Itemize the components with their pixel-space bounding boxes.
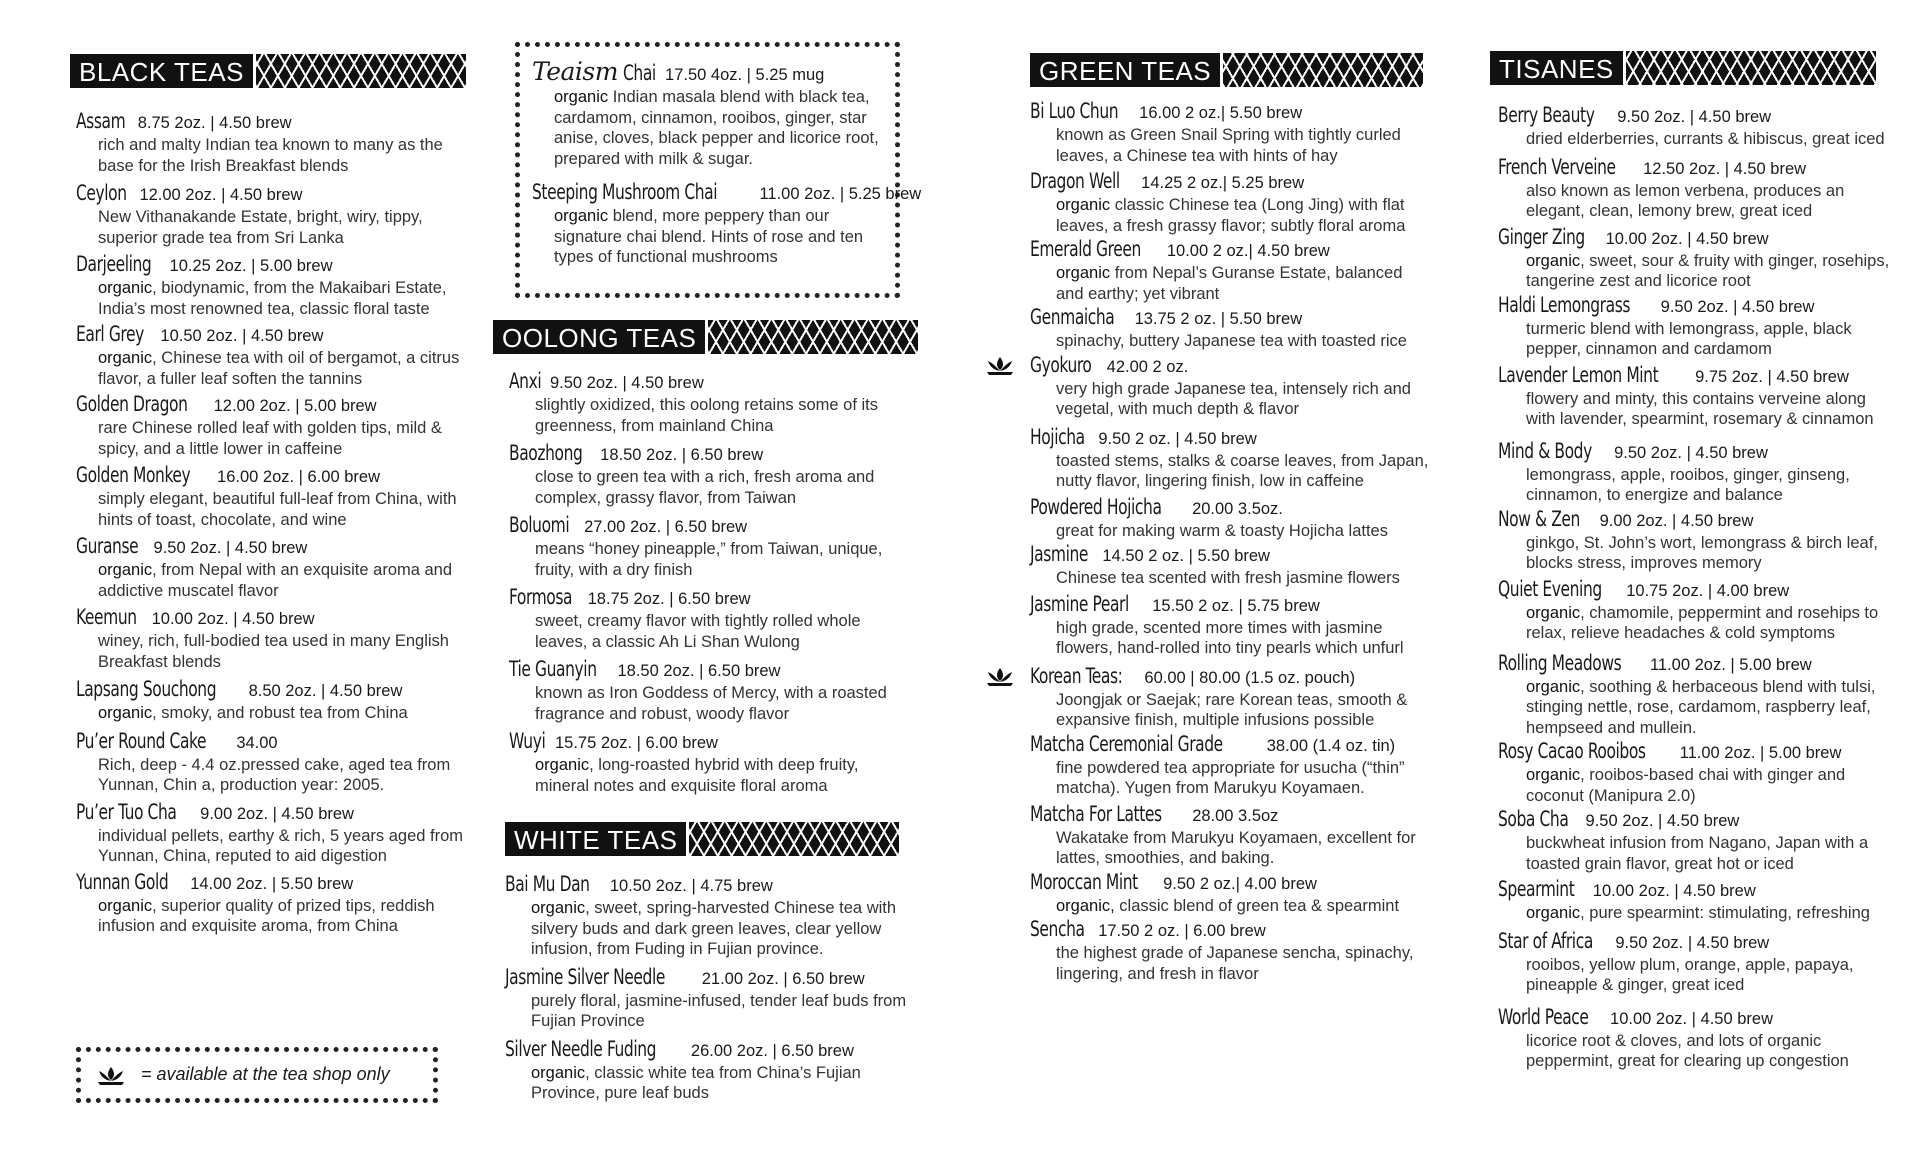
item-description (1030, 521, 1430, 542)
item-price: 9.50 2oz. | 4.50 brew (549, 374, 704, 392)
item-name: Pu’er Round Cake (76, 728, 207, 753)
menu-item (1498, 440, 1893, 506)
item-price: 10.75 2oz. | 4.00 brew (1626, 581, 1790, 600)
item-name: Silver Needle Fuding (505, 1036, 657, 1061)
green-teas-list (1030, 100, 1430, 984)
menu-item (505, 873, 915, 960)
description-text: means “honey pineapple,” from Taiwan, unique, fruity, with a dry finish (535, 540, 883, 579)
description-text: New Vithanakande Estate, bright, wiry, tippy, superior grade tea from Sri Lanka (98, 208, 423, 247)
menu-item (1030, 238, 1430, 304)
item-name: Keemun (76, 605, 137, 629)
item-name: Assam (76, 109, 126, 133)
description-text: simply elegant, beautiful full-leaf from China, with hints of toast, chocolate, and wine (98, 490, 457, 529)
description-text: known as Iron Goddess of Mercy, with a roasted fragrance and robust, woody flavor (535, 684, 887, 723)
item-name: Anxi (509, 369, 542, 393)
black-teas-banner (70, 54, 466, 88)
menu-item (76, 253, 471, 319)
item-description (509, 755, 909, 796)
item-name: Golden Dragon (76, 392, 188, 416)
item-name: Ceylon (76, 181, 127, 205)
item-description (76, 489, 471, 530)
item-name: Bai Mu Dan (505, 872, 590, 896)
item-description: organic Indian masala blend with black tea, cardamom, cinnamon, rooibos, ginger, star anise, cloves, black pepper and licorice root, prepared with milk & sugar. (554, 88, 879, 168)
description-text: Chinese tea scented with fresh jasmine flowers (1056, 569, 1400, 587)
item-description (76, 135, 471, 176)
item-description (509, 611, 909, 652)
organic-label: organic (1526, 603, 1581, 622)
menu-item (76, 182, 471, 248)
item-name: Haldi Lemongrass (1498, 292, 1631, 317)
item-description (509, 467, 909, 508)
item-price: 38.00 (1.4 oz. tin) (1266, 736, 1396, 755)
description-text: also known as lemon verbena, produces an elegant, clean, lemony brew, great iced (1526, 181, 1845, 220)
menu-item (1498, 364, 1893, 430)
description-text: Rich, deep - 4.4 oz.pressed cake, aged tea from Yunnan, Chin a, production year: 2005. (98, 755, 451, 794)
item-price: 11.00 2oz. | 5.00 brew (1679, 744, 1842, 762)
item-description (1030, 568, 1430, 589)
item-price: 15.50 2 oz. | 5.75 brew (1152, 596, 1320, 615)
description-text: , pure spearmint: stimulating, refreshing (1580, 904, 1870, 922)
decorative-pattern (705, 320, 918, 354)
menu-item (76, 678, 471, 724)
item-price: 9.50 2oz. | 4.50 brew (1614, 443, 1768, 462)
item-price: 13.75 2 oz. | 5.50 brew (1134, 310, 1303, 328)
item-description (1030, 331, 1430, 352)
menu-item (509, 370, 909, 436)
description-text: flowery and minty, this contains verveine along with lavender, spearmint, rosemary & cinnamon (1526, 389, 1874, 428)
item-price: 17.50 2 oz. | 6.00 brew (1098, 922, 1266, 940)
organic-label: organic (1526, 251, 1581, 270)
item-name: Soba Cha (1498, 807, 1569, 831)
item-price: 9.50 2 oz.| 4.00 brew (1163, 874, 1317, 893)
menu-item (1498, 878, 1893, 924)
menu-item (1498, 156, 1893, 222)
description-text: buckwheat infusion from Nagano, Japan with a toasted grain flavor, great hot or iced (1526, 834, 1869, 873)
item-name: Earl Grey (76, 322, 144, 346)
item-price: 8.50 2oz. | 4.50 brew (248, 682, 403, 700)
item-price: 9.75 2oz. | 4.50 brew (1695, 367, 1849, 386)
menu-item (1030, 170, 1430, 236)
item-name: Rolling Meadows (1498, 650, 1622, 675)
organic-label: organic (1526, 677, 1581, 696)
organic-label: organic (531, 899, 586, 917)
item-name: Genmaicha (1030, 305, 1115, 329)
item-price: 21.00 2oz. | 6.50 brew (701, 969, 865, 988)
description-text: , sweet, spring-harvested Chinese tea with silvery buds and dark green leaves, clear yellow infusion, from Fuding in Fujian province. (531, 899, 897, 958)
menu-item (1498, 226, 1893, 292)
item-description (1498, 181, 1893, 222)
item-description (76, 896, 471, 937)
description-text: , biodynamic, from the Makaibari Estate, India’s most renowned tea, classic floral taste (98, 279, 447, 318)
organic-label: organic (531, 1063, 586, 1082)
item-price: 9.50 2oz. | 4.50 brew (153, 539, 308, 557)
item-price: 60.00 | 80.00 (1.5 oz. pouch) (1144, 668, 1356, 687)
description-text: , sweet, sour & fruity with ginger, rosehips, tangerine zest and licorice root (1526, 251, 1890, 290)
item-description (76, 348, 471, 389)
menu-item (76, 730, 471, 796)
item-name: Star of Africa (1498, 928, 1593, 953)
item-price: 11.00 2oz. | 5.25 brew (759, 185, 922, 203)
menu-item (1498, 508, 1893, 574)
menu-item (1030, 354, 1430, 420)
item-price: 18.50 2oz. | 6.50 brew (600, 446, 764, 464)
menu-item (76, 606, 471, 672)
section-title: GREEN TEAS (1030, 53, 1220, 87)
legend-text: = available at the tea shop only (141, 1064, 390, 1084)
description-text: individual pellets, earthy & rich, 5 years aged from Yunnan, China, reputed to aid digestion (98, 826, 464, 865)
item-name: Jasmine Pearl (1030, 591, 1129, 616)
item-price: 17.50 4oz. | 5.25 mug (665, 66, 825, 84)
tisanes-banner (1490, 51, 1876, 85)
item-name: French Verveine (1498, 154, 1616, 179)
item-description (1030, 125, 1430, 166)
item-price: 9.00 2oz. | 4.50 brew (200, 804, 354, 823)
item-name: Guranse (76, 534, 139, 558)
menu-item (1030, 426, 1430, 492)
organic-label: organic, (1056, 896, 1115, 915)
decorative-pattern (1623, 51, 1876, 85)
item-name: Now & Zen (1498, 506, 1580, 531)
menu-item (505, 966, 915, 1032)
item-price: 9.50 2 oz. | 4.50 brew (1098, 429, 1257, 448)
description-text: , Chinese tea with oil of bergamot, a citrus flavor, a fuller leaf soften the tannins (98, 349, 460, 388)
item-name: Lapsang Souchong (76, 677, 217, 701)
description-text: Wakatake from Marukyu Koyamaen, excellent for lattes, smoothies, and baking. (1056, 828, 1416, 867)
item-description (509, 395, 909, 436)
item-name: Korean Teas: (1030, 663, 1123, 688)
item-description (1498, 129, 1893, 150)
menu-item (1030, 496, 1430, 542)
organic-label: organic (98, 704, 153, 722)
section-title: BLACK TEAS (70, 54, 253, 88)
item-description (1030, 828, 1430, 869)
item-description (76, 631, 471, 672)
item-description (505, 1063, 915, 1104)
menu-item (76, 871, 471, 937)
description-text: lemongrass, apple, rooibos, ginger, ginseng, cinnamon, to energize and balance (1526, 465, 1850, 504)
item-name: Mind & Body (1498, 438, 1592, 463)
description-text: rare Chinese rolled leaf with golden tips, mild & spicy, and a little lower in caffeine (98, 419, 442, 458)
organic-label: organic (98, 349, 153, 367)
item-description (1498, 319, 1893, 360)
white-teas-list (505, 873, 915, 1104)
menu-item (1498, 930, 1893, 996)
chai-item (532, 180, 922, 268)
menu-item (1030, 665, 1430, 731)
organic-label: organic (98, 896, 153, 915)
item-name: Jasmine Silver Needle (505, 964, 665, 989)
item-name: Rosy Cacao Rooibos (1498, 739, 1646, 763)
description-text: from Nepal’s Guranse Estate, balanced and earthy; yet vibrant (1056, 264, 1403, 303)
item-name: Ginger Zing (1498, 224, 1585, 249)
item-description (1030, 379, 1430, 420)
item-price: 34.00 (236, 733, 278, 752)
chai-box (515, 42, 922, 298)
item-name: Berry Beauty (1498, 103, 1595, 127)
item-price: 26.00 2oz. | 6.50 brew (690, 1041, 854, 1060)
item-name: Hojicha (1030, 424, 1085, 449)
oolong-teas-banner (493, 320, 918, 354)
description-text: close to green tea with a rich, fresh aroma and complex, grassy flavor, from Taiwan (535, 468, 875, 507)
item-name: Formosa (509, 585, 573, 609)
item-price: 42.00 2 oz. (1106, 357, 1189, 376)
menu-item (76, 323, 471, 389)
description-text: , smoky, and robust tea from China (152, 704, 408, 722)
menu-item (1030, 100, 1430, 166)
menu-item (509, 730, 909, 796)
item-description (1498, 833, 1893, 874)
item-name: Jasmine (1030, 542, 1089, 566)
menu-item (509, 586, 909, 652)
menu-item (1498, 652, 1893, 739)
item-price: 10.00 2oz. | 4.50 brew (151, 610, 315, 628)
description-text: known as Green Snail Spring with tightly curled leaves, a Chinese tea with hints of hay (1056, 126, 1401, 165)
item-description (1498, 533, 1893, 574)
item-description (1498, 603, 1893, 644)
description-text: classic Chinese tea (Long Jing) with flat leaves, a fresh grassy flavor; subtly floral aroma (1056, 196, 1406, 235)
item-name: Spearmint (1498, 877, 1575, 901)
item-price: 14.25 2 oz.| 5.25 brew (1141, 174, 1305, 192)
item-description (1030, 943, 1430, 984)
chai-list (532, 57, 922, 268)
item-description (1030, 896, 1430, 917)
item-name: Pu’er Tuo Cha (76, 799, 177, 824)
item-name: Tie Guanyin (509, 657, 597, 681)
menu-item (509, 442, 909, 508)
menu-item (509, 514, 909, 580)
oolong-teas-list (509, 370, 909, 796)
chai-item (532, 57, 892, 169)
black-teas-list (76, 110, 471, 937)
item-price: 8.75 2oz. | 4.50 brew (137, 114, 292, 132)
description-text: great for making warm & toasty Hojicha lattes (1056, 521, 1388, 540)
menu-item (76, 464, 471, 530)
item-description (1030, 451, 1430, 492)
menu-item (1030, 918, 1430, 984)
description-text: , rooibos-based chai with ginger and coconut (Manipura 2.0) (1526, 766, 1846, 805)
decorative-pattern (686, 822, 899, 856)
item-name: Sencha (1030, 917, 1085, 941)
item-name: Powdered Hojicha (1030, 494, 1162, 519)
lotus-icon (984, 354, 1016, 376)
tisanes-list (1498, 104, 1893, 1072)
item-description (76, 703, 471, 724)
menu-item (1498, 294, 1893, 360)
item-price: 20.00 3.5oz. (1192, 499, 1283, 518)
white-teas-banner (505, 822, 899, 856)
organic-label: organic (554, 207, 609, 225)
menu-item (1498, 740, 1893, 806)
item-description (76, 755, 471, 796)
description-text: , from Nepal with an exquisite aroma and addictive muscatel flavor (98, 561, 453, 600)
description-text: licorice root & cloves, and lots of organic peppermint, great for clearing up congestion (1526, 1031, 1849, 1070)
menu-item (1030, 593, 1430, 659)
item-description (1030, 758, 1430, 799)
item-price: 10.00 2 oz.| 4.50 brew (1166, 242, 1330, 260)
item-name: World Peace (1498, 1004, 1589, 1029)
description-text: very high grade Japanese tea, intensely rich and vegetal, with much depth & flavor (1056, 379, 1411, 418)
description-text: , superior quality of prized tips, reddish infusion and exquisite aroma, from China (98, 896, 435, 935)
item-description (76, 560, 471, 601)
item-description (1030, 618, 1430, 659)
lotus-icon (984, 665, 1016, 687)
item-description (509, 683, 909, 724)
item-price: 9.50 2oz. | 4.50 brew (1585, 812, 1740, 830)
item-name: Yunnan Gold (76, 869, 169, 894)
description-text: toasted stems, stalks & coarse leaves, from Japan, nutty flavor, lingering finish, low in caffeine (1056, 451, 1429, 490)
description-text: , classic white tea from China’s Fujian Province, pure leaf buds (531, 1063, 861, 1102)
item-price: 27.00 2oz. | 6.50 brew (584, 518, 748, 536)
item-description (1498, 251, 1893, 292)
organic-label: organic (1056, 264, 1111, 282)
menu-item (1498, 104, 1893, 150)
item-name: Dragon Well (1030, 169, 1120, 193)
item-price: 10.25 2oz. | 5.00 brew (169, 257, 333, 275)
item-description (1498, 677, 1893, 739)
menu-item (76, 801, 471, 867)
item-price: 10.00 2oz. | 4.50 brew (1610, 1009, 1774, 1028)
menu-item (509, 658, 909, 724)
green-teas-banner (1030, 53, 1423, 87)
item-price: 9.50 2oz. | 4.50 brew (1617, 108, 1772, 126)
item-name: Golden Monkey (76, 463, 191, 487)
item-price: 9.50 2oz. | 4.50 brew (1660, 297, 1815, 316)
item-description (1030, 195, 1430, 236)
item-description (1498, 389, 1893, 430)
item-description (509, 539, 909, 580)
organic-label: organic (1526, 766, 1581, 784)
description-text: rich and malty Indian tea known to many as the base for the Irish Breakfast blends (98, 136, 443, 175)
description-text: turmeric blend with lemongrass, apple, black pepper, cinnamon and cardamom (1526, 319, 1852, 358)
item-description (1030, 263, 1430, 304)
item-name: Matcha For Lattes (1030, 801, 1162, 826)
item-price: 16.00 2 oz.| 5.50 brew (1139, 104, 1303, 122)
item-name: Gyokuro (1030, 352, 1092, 377)
decorative-pattern (1220, 53, 1423, 87)
teaism-brand: Teaism (532, 57, 618, 86)
item-price: 11.00 2oz. | 5.00 brew (1649, 655, 1812, 674)
menu-item (1030, 871, 1430, 917)
item-price: 10.00 2oz. | 4.50 brew (1605, 229, 1769, 248)
menu-item (76, 535, 471, 601)
item-name: Darjeeling (76, 252, 152, 276)
item-name: Wuyi (509, 729, 546, 753)
section-title: TISANES (1490, 51, 1623, 85)
item-price: 18.50 2oz. | 6.50 brew (617, 662, 781, 680)
item-name: Emerald Green (1030, 237, 1141, 261)
item-name: Bi Luo Chun (1030, 99, 1119, 123)
item-description (1498, 465, 1893, 506)
description-text: slightly oxidized, this oolong retains some of its greenness, from mainland China (535, 396, 879, 435)
description-text: classic blend of green tea & spearmint (1114, 896, 1400, 915)
item-description (76, 278, 471, 319)
menu-item (505, 1038, 915, 1104)
item-name: Baozhong (509, 441, 583, 465)
item-description (1030, 690, 1430, 731)
section-title: OOLONG TEAS (493, 320, 705, 354)
item-price: 9.00 2oz. | 4.50 brew (1599, 511, 1754, 530)
item-price: 14.00 2oz. | 5.50 brew (190, 874, 354, 893)
menu-item (76, 110, 471, 176)
organic-label: organic (98, 561, 153, 579)
item-description: organic blend, more peppery than our signature chai blend. Hints of rose and ten types of functional mushrooms (554, 207, 864, 266)
item-price: 12.00 2oz. | 5.00 brew (213, 397, 377, 415)
description-text: dried elderberries, currants & hibiscus, great iced (1526, 130, 1885, 148)
description-text: ginkgo, St. John’s wort, lemongrass & birch leaf, blocks stress, improves memory (1526, 533, 1878, 572)
item-price: 9.50 2oz. | 4.50 brew (1615, 933, 1770, 952)
item-description (1498, 765, 1893, 806)
item-price: 10.50 2oz. | 4.75 brew (609, 877, 773, 895)
menu-item (1030, 543, 1430, 589)
item-description (76, 418, 471, 459)
decorative-pattern (253, 54, 466, 88)
item-description (505, 898, 915, 960)
legend-box (76, 1047, 438, 1103)
description-text: winey, rich, full-bodied tea used in many English Breakfast blends (98, 632, 449, 671)
description-text: the highest grade of Japanese sencha, spinachy, lingering, and fresh in flavor (1056, 944, 1414, 983)
item-price: 12.50 2oz. | 4.50 brew (1643, 159, 1807, 178)
section-title: WHITE TEAS (505, 822, 686, 856)
description-text: purely floral, jasmine-infused, tender leaf buds from Fujian Province (531, 991, 907, 1030)
lotus-icon (95, 1064, 127, 1086)
item-price: 10.00 2oz. | 4.50 brew (1592, 882, 1756, 900)
item-description (1498, 1031, 1893, 1072)
item-name: Moroccan Mint (1030, 869, 1138, 894)
item-name: Matcha Ceremonial Grade (1030, 731, 1223, 756)
description-text: , long-roasted hybrid with deep fruity, mineral notes and exquisite floral aroma (535, 756, 859, 795)
organic-label: organic (1526, 904, 1581, 922)
menu-item (1498, 1006, 1893, 1072)
description-text: , chamomile, peppermint and rosehips to relax, relieve headaches & cold symptoms (1526, 603, 1879, 642)
description-text: , soothing & herbaceous blend with tulsi, stinging nettle, rose, cardamom, raspberry leaf, hempseed and mullein. (1526, 677, 1876, 737)
item-price: 28.00 3.5oz (1192, 806, 1279, 825)
organic-label: organic (98, 279, 153, 297)
item-name: Chai (623, 61, 657, 85)
description-text: fine powdered tea appropriate for usucha (“thin” matcha). Yugen from Marukyu Koyamaen. (1056, 758, 1405, 797)
item-price: 10.50 2oz. | 4.50 brew (160, 327, 324, 345)
item-price: 14.50 2 oz. | 5.50 brew (1102, 547, 1270, 565)
description-text: Joongjak or Saejak; rare Korean teas, smooth & expansive finish, multiple infusions possible (1056, 690, 1408, 729)
organic-label: organic (535, 756, 590, 774)
item-price: 18.75 2oz. | 6.50 brew (587, 590, 751, 608)
menu-item (1030, 733, 1430, 799)
item-price: 15.75 2oz. | 6.00 brew (554, 734, 718, 752)
item-description (1498, 903, 1893, 924)
item-name: Lavender Lemon Mint (1498, 362, 1659, 387)
menu-item (1030, 803, 1430, 869)
item-name: Quiet Evening (1498, 576, 1602, 601)
item-description (505, 991, 915, 1032)
item-price: 16.00 2oz. | 6.00 brew (217, 468, 381, 486)
item-name: Steeping Mushroom Chai (532, 180, 718, 204)
item-price: 12.00 2oz. | 4.50 brew (139, 186, 303, 204)
item-description (1498, 955, 1893, 996)
item-name: Boluomi (509, 513, 570, 537)
description-text: rooibos, yellow plum, orange, apple, papaya, pineapple & ginger, great iced (1526, 955, 1854, 994)
description-text: high grade, scented more times with jasmine flowers, hand-rolled into tiny pearls which unfurl (1056, 618, 1404, 657)
menu-item (1498, 808, 1893, 874)
menu-item (76, 393, 471, 459)
description-text: sweet, creamy flavor with tightly rolled whole leaves, a classic Ah Li Shan Wulong (535, 612, 861, 651)
item-description (76, 826, 471, 867)
menu-item (1030, 306, 1430, 352)
description-text: spinachy, buttery Japanese tea with toasted rice (1056, 332, 1407, 350)
item-description (76, 207, 471, 248)
organic-label: organic (554, 88, 609, 106)
menu-item (1498, 578, 1893, 644)
organic-label: organic (1056, 196, 1111, 214)
